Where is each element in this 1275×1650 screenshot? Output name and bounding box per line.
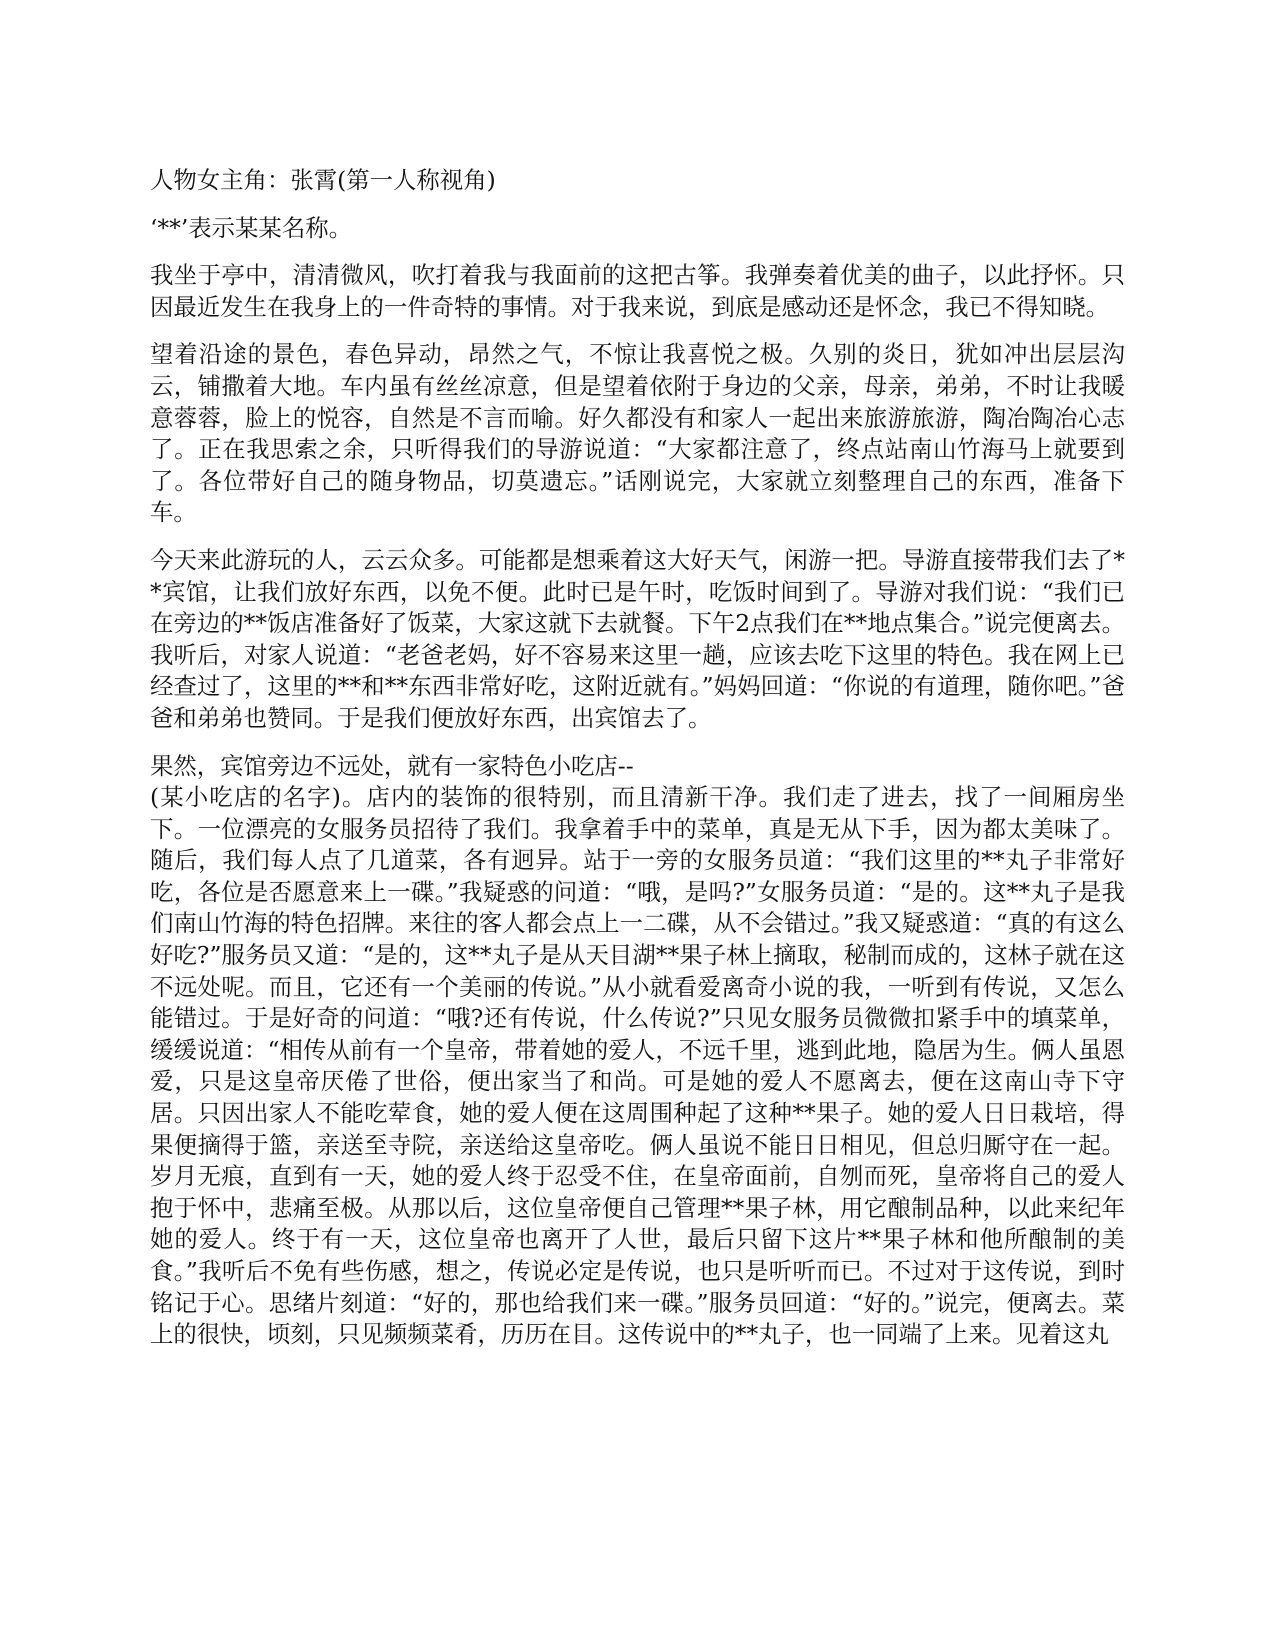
paragraph-1: 我坐于亭中，清清微风，吹打着我与我面前的这把古筝。我弹奏着优美的曲子，以此抒怀。只因最近发生在我身上的一件奇特的事情。对于我来说，到底是感动还是怀念，我已不得知晓。 xyxy=(150,261,1125,321)
paragraph-4-intro: 果然，宾馆旁边不远处，就有一家特色小吃店-- xyxy=(150,751,634,780)
paragraph-3: 今天来此游玩的人，云云众多。可能都是想乘着这大好天气，闲游一把。导游直接带我们去了**宾馆，让我们放好东西，以免不便。此时已是午时，吃饭时间到了。导游对我们说：“我们已在旁边的**饭店准备好了饭菜，大家这就下去就餐。下午2点我们在**地点集合。”说完便离去。我听后，对家人说道：“老爸老妈，好不容易来这里一趟，应该去吃下这里的特色。我在网上已经查过了，这里的**和**东西非常好吃，这附近就有。”妈妈回道：“你说的有道理，随你吧。”爸爸和弟弟也赞同。于是我们便放好东西，出宾馆去了。 xyxy=(150,545,1125,732)
paragraph-4-body: (某小吃店的名字)。店内的装饰的很特别，而且清新干净。我们走了进去，找了一间厢房坐下。一位漂亮的女服务员招待了我们。我拿着手中的菜单，真是无从下手，因为都太美味了。随后，我们每人点了几道菜，各有迥异。站于一旁的女服务员道：“我们这里的**丸子非常好吃，各位是否愿意来上一碟。”我疑惑的问道：“哦，是吗?”女服务员道：“是的。这**丸子是我们南山竹海的特色招牌。来往的客人都会点上一二碟，从不会错过。”我又疑惑道：“真的有这么好吃?”服务员又道：“是的，这**丸子是从天目湖**果子林上摘取，秘制而成的，这林子就在这不远处呢。而且，它还有一个美丽的传说。”从小就看爱离奇小说的我，一听到有传说，又怎么能错过。于是好奇的问道：“哦?还有传说，什么传说?”只见女服务员微微扣紧手中的填菜单，缓缓说道：“相传从前有一个皇帝，带着她的爱人，不远千里，逃到此地，隐居为生。俩人虽恩爱，只是这皇帝厌倦了世俗，便出家当了和尚。可是她的爱人不愿离去，便在这南山寺下守居。只因出家人不能吃荤食，她的爱人便在这周围种起了这种**果子。她的爱人日日栽培，得果便摘得于篮，亲送至寺院，亲送给这皇帝吃。俩人虽说不能日日相见，但总归厮守在一起。岁月无痕，直到有一天，她的爱人终于忍受不住，在皇帝面前，自刎而死，皇帝将自己的爱人抱于怀中，悲痛至极。从那以后，这位皇帝便自己管理**果子林，用它酿制品种，以此来纪年她的爱人。终于有一天，这位皇帝也离开了人世，最后只留下这片**果子林和他所酿制的美食。”我听后不免有些伤感，想之，传说必定是传说，也只是听听而已。不过对于这传说，到时铭记于心。思绪片刻道：“好的，那也给我们来一碟。”服务员回道：“好的。”说完，便离去。菜上的很快，顷刻，只见频频菜肴，历历在目。这传说中的**丸子，也一同端了上来。见着这丸 xyxy=(150,783,1125,1349)
title-line: 人物女主角：张霄(第一人称视角) xyxy=(150,166,496,194)
paragraph-2: 望着沿途的景色，春色异动，昂然之气，不惊让我喜悦之极。久别的炎日，犹如冲出层层沟云，铺撒着大地。车内虽有丝丝凉意，但是望着依附于身边的父亲，母亲，弟弟，不时让我暖意蓉蓉，脸上的悦容，自然是不言而喻。好久都没有和家人一起出来旅游旅游，陶冶陶冶心志了。正在我思索之余，只听得我们的导游说道：“大家都注意了，终点站南山竹海马上就要到了。各位带好自己的随身物品，切莫遗忘。”话刚说完，大家就立刻整理自己的东西，准备下车。 xyxy=(150,340,1125,527)
notation-note: ‘**’表示某某名称。 xyxy=(150,213,352,242)
document-body xyxy=(150,165,1125,1367)
